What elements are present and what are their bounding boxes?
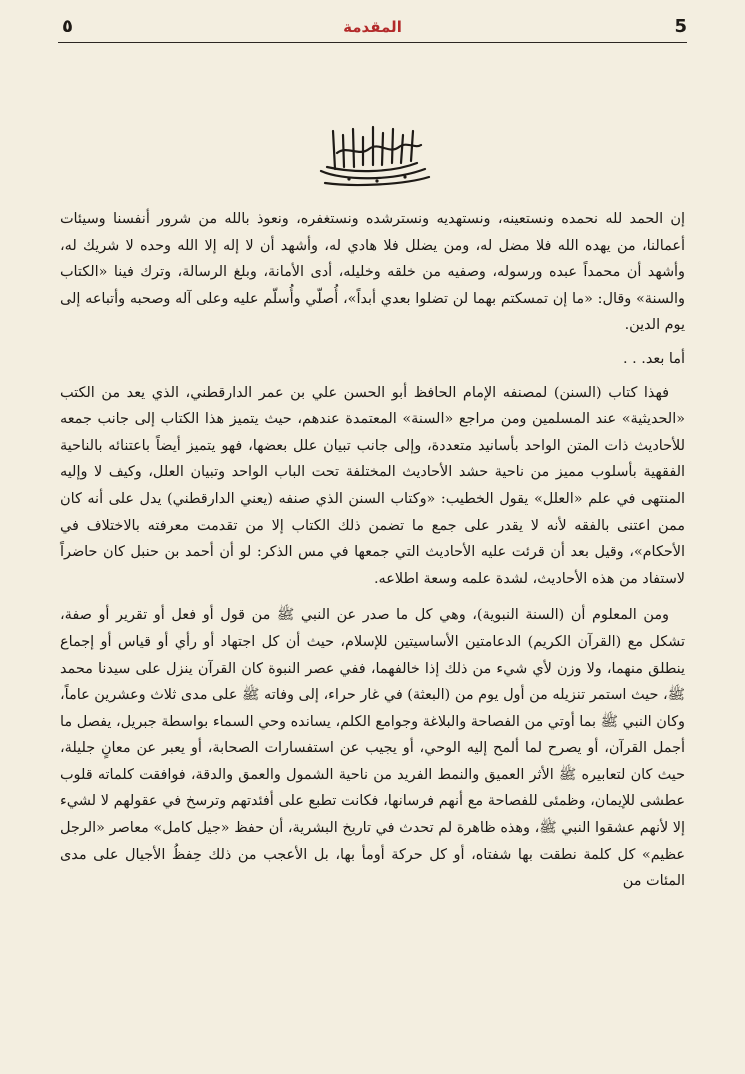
paragraph-amma-baad: أما بعد. . . bbox=[622, 350, 685, 367]
page-number-latin: 5 bbox=[674, 16, 687, 37]
paragraph-sunnah: ومن المعلوم أن (السنة النبوية)، وهي كل ما صدر عن النبي ﷺ من قول أو فعل أو تقرير أو صفة، تشكل مع (القرآن الكريم) الدعامتين الأساسيتين للإسلام، حيث أن كل اجتهاد أو رأي أو قياس أو إجماع ينطلق منهما، ولا وزن لأي شيء من ذلك إذا خالفهما، ففي عصر النبوة كان القرآن ينزل على سيدنا محمد ﷺ، حيث استمر تنزيله من أول يوم من (البعثة) في غار حراء، إلى وفاته ﷺ على مدى ثلاث وعشرين عاماً، وكان النبي ﷺ بما أوتي من الفصاحة والبلاغة وجوامع الكلم، يسانده وحي السماء بواسطة جبريل، يفصل ما أجمل القرآن، أو يصرح لما ألمح إليه الوحي، أو يجيب عن استفسارات الصحابة، أو يعبر عن معانٍ جليلة، حيث كان لتعابيره ﷺ الأثر العميق والنمط الفريد من ناحية الشمول والعمق والدقة، فوافقت كلماته قلوب عطشى للإيمان، وظمئى للفصاحة مع أنهم فرسانها، فكانت تطبع على أفئدتهم وترسخ في عقولهم لا لشيء إلا لأنهم عشقوا النبي ﷺ، وهذه ظاهرة لم تحدث في تاريخ البشرية، أن حفظ «جيل كامل» معاصر «الرجل عظيم» كل كلمة نطقت بها شفتاه، أو كل حركة أومأ بها، بل الأعجب من ذلك حِفظُ الأجيال على مدى المئات من bbox=[60, 607, 685, 890]
basmala-calligraphy-icon bbox=[0, 120, 745, 190]
paragraph-gap bbox=[60, 592, 685, 602]
paragraph-about-book: فهذا كتاب (السنن) لمصنفه الإمام الحافظ أبو الحسن علي بن عمر الدارقطني، الذي يعد من الكتب «الحديثية» عند المسلمين ومن مراجع «السنة» المعتمدة عندهم، حيث يتميز هذا الكتاب إلى جانب جمعه للأحاديث ذات المتن الواحد بأسانيد متعددة، وإلى جانب تبيان علل بعضها، فهو يتميز أيضاً باعتنائه بالناحية الفقهية بأسلوب مميز من ناحية حشد الأحاديث المختلفة تحت الباب الواحد وتبيان العلل، وكيف لا وإليه المنتهى في علم «العلل» يقول الخطيب: «وكتاب السنن الذي صنفه (يعني الدارقطني) يدل على أنه كان ممن اعتنى بالفقه لأنه لا يقدر على جمع ما تضمن ذلك الكتاب إلا من تقدمت معرفته بالاختلاف في الأحكام»، وقيل بعد أن قرئت عليه الأحاديث التي جمعها في مس الذكر: لو أن أحمد بن حنبل كان حاضراً لاستفاد من هذه الأحاديث، لشدة علمه وسعة اطلاعه. bbox=[60, 384, 685, 587]
running-title: المقدمة bbox=[343, 18, 402, 36]
paragraph-opening: إن الحمد لله نحمده ونستعينه، ونستهديه ونسترشده ونستغفره، ونعوذ بالله من شرور أنفسنا وسيئات أعمالنا، من يهده الله فلا مضل له، ومن يضلل فلا هادي له، وأشهد أن لا إله إلا الله وحده لا شريك له، وأشهد أن محمداً عبده ورسوله، وصفيه من خلقه وخليله، أدى الأمانة، وبلغ الرسالة، وترك فينا «الكتاب والسنة» وقال: «ما إن تمسكتم بهما لن تضلوا بعدي أبداً»، أُصلّي وأُسلّم عليه وعلى آله وصحبه وأتباعه إلى يوم الدين. bbox=[60, 211, 685, 334]
page-header bbox=[58, 14, 687, 43]
page-number-arabic: ٥ bbox=[62, 16, 73, 37]
main-text bbox=[60, 206, 685, 895]
